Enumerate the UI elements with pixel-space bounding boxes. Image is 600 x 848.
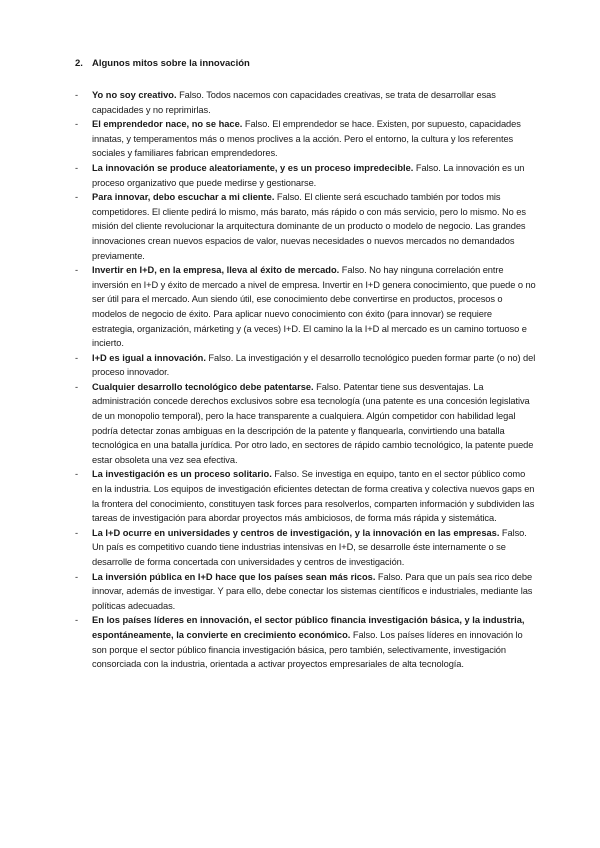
list-item [75, 161, 537, 190]
myth-explanation: Falso. El cliente será escuchado también por todos mis competidores. El cliente pedirá lo mismo, más barato, más rápido o con más servicio, pero lo mismo. No es misión del cliente revolucionar la arquitectura dominante de un producto o modelo de negocio. Las grandes innovaciones crean nuevos espacios de valor, nuevas necesidades o nuevos mercados no demandados previamente. [92, 192, 526, 261]
bullet-dash: - [75, 119, 79, 130]
list-item [75, 263, 537, 351]
bullet-dash: - [75, 615, 79, 626]
myth-statement: Invertir en I+D, en la empresa, lleva al éxito de mercado. [92, 265, 340, 276]
list-item [75, 526, 537, 570]
bullet-dash: - [75, 381, 79, 392]
myth-statement: Para innovar, debo escuchar a mi cliente. [92, 192, 275, 203]
list-item [75, 351, 537, 380]
list-item [75, 380, 537, 468]
bullet-dash: - [75, 571, 79, 582]
myth-statement: I+D es igual a innovación. [92, 352, 206, 363]
myth-explanation: Falso. Todos nacemos con capacidades creativas, se trata de desarrollar esas capacidades y no reprimirlas. [92, 90, 496, 115]
bullet-dash: - [75, 265, 79, 276]
section-title: Algunos mitos sobre la innovación [92, 58, 250, 69]
myth-explanation: Falso. Para que un país sea rico debe innovar, además de investigar. Y para ello, debe conectar los sistemas científicos e industriales, mediante las políticas adecuadas. [92, 571, 533, 611]
myth-explanation: Falso. Los países líderes en innovación lo son porque el sector público financia investigación básica, pero también, selectivamente, investigación consorciada con la industria, orientada a activar proyectos empresariales de alta tecnología. [92, 629, 523, 670]
myth-statement: En los países líderes en innovación, el sector público financia investigación básica, y la industria, espontáneamente, la convierte en crecimiento económico. [92, 615, 525, 640]
myth-explanation: Falso. Un país es competitivo cuando tiene industrias intensivas en I+D, se desarrolle éste internamente o se desarrolle de forma concertada con universidades y centros de investigación. [92, 527, 527, 567]
list-item [75, 570, 537, 614]
myth-explanation: Falso. Patentar tiene sus desventajas. La administración concede derechos exclusivos sobre esa tecnología (una patente es una concesión legislativa de un monopolio temporal), pero la hace transparente a cualquiera. Algún competidor con habilidad legal podría detectar zonas ambiguas en la descripción de la patente y flanquearla, convirtiendo una batalla tecnológica en una batalla jurídica. Por otro lado, en sectores de rápido cambio tecnológico, la patente puede estar obsoleta una vez sea efectiva. [92, 381, 534, 465]
list-item [75, 88, 537, 117]
myth-explanation: Falso. La investigación y el desarrollo tecnológico pueden formar parte (o no) del proceso innovador. [92, 352, 536, 378]
myth-explanation: Falso. El emprendedor se hace. Existen, por supuesto, capacidades innatas, y temperamentos más o menos proclives a la acción. Pero el entorno, la cultura y los referentes sociales y familiares fabrican emprendedores. [92, 119, 521, 159]
myth-statement: Cualquier desarrollo tecnológico debe patentarse. [92, 381, 314, 392]
myth-statement: La innovación se produce aleatoriamente, y es un proceso impredecible. [92, 162, 414, 173]
myth-statement: El emprendedor nace, no se hace. [92, 119, 243, 130]
bullet-dash: - [75, 162, 79, 173]
section-number: 2. [75, 58, 83, 69]
list-item [75, 117, 537, 161]
bullet-dash: - [75, 527, 79, 538]
list-item [75, 613, 537, 671]
list-item [75, 467, 537, 525]
myth-statement: La inversión pública en I+D hace que los países sean más ricos. [92, 571, 376, 582]
list-item [75, 190, 537, 263]
myths-list [75, 88, 537, 672]
bullet-dash: - [75, 469, 79, 480]
myth-explanation: Falso. No hay ninguna correlación entre inversión en I+D y éxito de mercado a nivel de empresa. Invertir en I+D genera conocimiento, que puede o no ser útil para el mercado. Aun siendo útil, ese conocimiento debe convertirse en productos, procesos o modelos de negocio de éxito. Para aplicar nuevo conocimiento con éxito (para innovar) se requiere estrategia, organización, márketing y (a veces) I+D. El camino la la I+D al mercado es un camino tortuoso e incierto. [92, 265, 536, 349]
myth-statement: La investigación es un proceso solitario. [92, 469, 272, 480]
bullet-dash: - [75, 90, 79, 100]
myth-explanation: Falso. La innovación es un proceso organizativo que puede medirse y gestionarse. [92, 162, 525, 188]
section-heading [75, 57, 250, 71]
myth-statement: La I+D ocurre en universidades y centros de investigación, y la innovación en las empresas. [92, 527, 500, 538]
myth-explanation: Falso. Se investiga en equipo, tanto en el sector público como en la industria. Los equipos de investigación eficientes detectan de forma creativa y colectiva nuevos gaps en la frontera del conocimiento, constituyen task forces para resolverlos, comparten información y subdividen las tareas de investigación para abordar proyectos más ambiciosos, de forma más rápida y sistemática. [92, 469, 535, 524]
myth-statement: Yo no soy creativo. [92, 90, 177, 100]
bullet-dash: - [75, 352, 79, 363]
bullet-dash: - [75, 192, 79, 203]
